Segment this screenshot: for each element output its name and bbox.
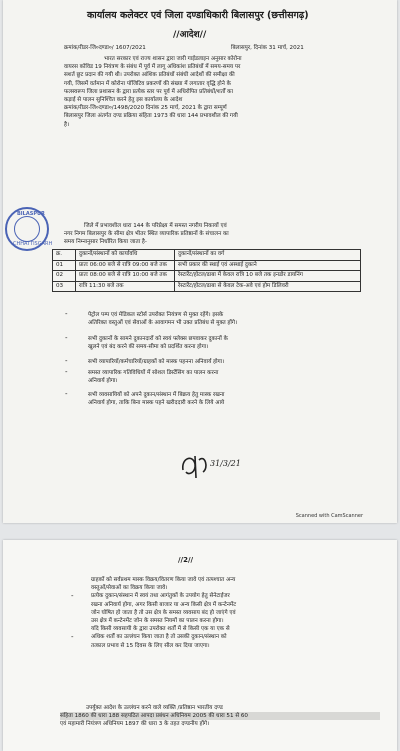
- table-row: [53, 271, 361, 282]
- document-page-2: [3, 540, 397, 751]
- conditions-block: [91, 576, 381, 650]
- condition-line: यदि किसी व्यवसायी के द्वारा उपरोक्त शर्तों में से किसी एक या एक से: [91, 626, 230, 633]
- table-cell: 03: [53, 281, 76, 292]
- bullet-line: पेट्रोल पम्प एवं मेडिकल स्टोर्स उपरोक्त नियंत्रण से मुक्त रहेंगे। इसके: [88, 312, 224, 318]
- intro-line: बिलासपुर जिला अंतर्गत दण्ड प्रक्रिया संहिता 1973 की धारा 144 प्रभावशील की गयी: [64, 113, 238, 120]
- table-header: क्र.: [53, 250, 76, 261]
- table-cell: प्रातः 08:00 बजे से रात्रि 10:00 बजे तक: [76, 271, 175, 282]
- condition-line: ग्राहकों को सर्वप्रथम मास्क विक्रय/वितरण किया जावे एवं तत्पश्चात अन्य: [91, 577, 236, 583]
- table-cell: 02: [53, 271, 76, 282]
- bullet-marker: -: [71, 633, 74, 641]
- page-number: //2//: [178, 556, 194, 564]
- bullet-item: [88, 369, 370, 385]
- table-cell: रेस्टारेंट/होटल/ढाबा से केवल टेक-अवे एवं होम डिलिवरी: [175, 281, 361, 292]
- table-cell: रेस्टारेंट/होटल/ढाबा में केवल रात्रि 10 बजे तक इनडोर डायनिंग: [175, 271, 361, 282]
- table-header: दुकानों/संस्थानों का वर्ग: [175, 250, 361, 261]
- bullet-marker: -: [71, 592, 74, 600]
- intro-line: भारत सरकार एवं राज्य शासन द्वारा जारी गाईडलाइन अनुसार कोरोना: [104, 56, 242, 62]
- intro-line: सशर्त छूट प्रदान की गयी थी। उपरोक्त आंशिक प्रतिबंधों संबंधी आदेशों की समीक्षा की: [64, 72, 235, 79]
- bullet-marker: -: [65, 390, 68, 398]
- official-seal: [5, 207, 53, 251]
- table-header-row: [53, 250, 361, 261]
- bullet-line: सभी व्यवसायियों को अपने दुकान/संस्थान में बिक्रय हेतु मास्क रखना: [88, 392, 225, 398]
- scanner-watermark: Scanned with CamScanner: [295, 513, 363, 519]
- bullet-item: [88, 358, 370, 366]
- condition-line: रखना अनिवार्य होगा, अगर किसी बाजार या अन्य किसी क्षेत्र में कन्टेनमेंट: [91, 601, 237, 608]
- bullet-item: [88, 311, 370, 327]
- bullet-line: सभी दुकानों के सामने दुकानदारों को स्वयं फ्लेक्स छपवाकर दुकानों के: [88, 336, 228, 342]
- condition-line: उस क्षेत्र में कन्टेनमेंट जोन के समस्त नियमों का पालन करना होगा।: [91, 618, 224, 625]
- bullet-line: अतिरिक्त वस्तुओं एवं सेवाओं के आवागमन भी उक्त प्रतिबंध से मुक्त होंगे।: [88, 320, 238, 327]
- intro-line: है।: [64, 121, 70, 128]
- bullet-line: अनिवार्य होगा, ताकि बिना मास्क पहने खरीददारी करने के लिये आये: [88, 400, 225, 407]
- bullet-marker: -: [65, 357, 68, 365]
- closing-line: संहिता 1860 की धारा 188 सहपठित आपदा प्रबंधन अधिनियम 2005 की धारा 51 से 60: [60, 712, 380, 720]
- bullet-item: [88, 335, 370, 351]
- intro-line: क्रमांक/रीडर-जि०दण्डा०/1498/2020 दिनांक 25 मार्च, 2021 के द्वारा सम्पूर्ण: [64, 105, 227, 112]
- bullet-item: [88, 391, 370, 407]
- timing-paragraph: [64, 222, 364, 247]
- signature-date: 31/3/21: [210, 459, 241, 468]
- condition-line: जोन घोषित हो जाता है तो उस क्षेत्र के समस्त व्यवसाय बंद हो जाएंगे एवं: [91, 609, 236, 616]
- timings-table: [52, 249, 361, 292]
- table-cell: प्रातः 06:00 बजे से रात्रि 09:00 बजे तक: [76, 260, 175, 271]
- intro-line: फलस्वरूप जिला प्रशासन के द्वारा प्रत्येक स्तर पर पूर्व में अधिरोपित प्रतिबंधों/शर्तों का: [64, 88, 233, 95]
- table-row: [53, 260, 361, 271]
- intro-paragraph: [64, 55, 364, 129]
- office-header: कार्यालय कलेक्टर एवं जिला दण्डाधिकारी बिलासपुर (छत्तीसगढ़): [87, 10, 309, 21]
- bullet-marker: -: [65, 310, 68, 318]
- closing-paragraph: [60, 704, 380, 729]
- timing-line: नगर निगम बिलासपुर के सीमा क्षेत्र भीतर स्थित व्यापारिक प्रतिष्ठानों के संचालन का: [64, 231, 229, 238]
- timing-line: जिले में प्रभावशील धारा 144 के परिप्रेक्ष्य में समस्त नगरीय निकायों एवं: [84, 223, 227, 229]
- bullet-line: अनिवार्य होगा।: [88, 378, 118, 385]
- bullet-line: खुलने एवं बंद करने की समय-सीमा को प्रदर्शित करना होगा।: [88, 344, 209, 351]
- bullet-marker: -: [65, 334, 68, 342]
- table-cell: सभी प्रकार की स्थाई एवं अस्थाई दुकाने: [175, 260, 361, 271]
- seal-text-top: BILASPUR: [17, 211, 45, 217]
- bullet-line: समस्त व्यापारिक गतिविधियों में सोशल डिस्टेंसिंग का पालन करना: [88, 370, 219, 376]
- table-row: [53, 281, 361, 292]
- condition-line: तत्काल प्रभाव से 15 दिवस के लिए सील कर दिया जाएगा।: [91, 642, 210, 649]
- closing-line: एवं महामारी नियंत्रण अधिनियम 1897 की धारा 3 के तहत दण्डनीय होंगे।: [60, 721, 210, 728]
- table-header: दुकानों/संस्थानों को कार्यावधि: [76, 250, 175, 261]
- document-page-1: [3, 0, 397, 523]
- condition-line: वस्तुओं/सेवाओं का विक्रय किया जावे।: [91, 585, 168, 592]
- intro-line: वायरस कोविड 19 नियंत्रण के संबंध में पूर्व में लागू अधिकांश प्रतिबंधों में समय-समय पर: [64, 64, 241, 71]
- seal-text-bottom: CHHATTISGARH: [13, 241, 53, 247]
- order-date: बिलासपुर, दिनांक 31 मार्च, 2021: [231, 45, 304, 51]
- bullet-line: सभी व्यापारियों/कर्मचारियों/ग्राहकों को मास्क पहनना अनिवार्य होगा।: [88, 359, 225, 365]
- intro-line: कड़ाई से पालन सुनिश्चित करने हेतु इस कार्यालय के आदेश: [64, 97, 183, 104]
- intro-line: गयी, जिसमें वर्तमान में कोरोना पॉजिटिव प्रकरणों की संख्या में लगातार वृद्धि होने के: [64, 80, 231, 87]
- table-cell: 01: [53, 260, 76, 271]
- table-cell: रात्रि 11:30 बजे तक: [76, 281, 175, 292]
- order-number: क्रमांक/रीडर-जि०दण्डा०/ 1607/2021: [64, 45, 146, 51]
- order-heading: //आदेश//: [173, 30, 207, 40]
- timing-line: समय निम्नानुसार निर्धारित किया जाता है-: [64, 239, 147, 246]
- condition-line: प्रत्येक दुकान/संस्थान में स्वयं तथा आगंतुकों के उपयोग हेतु सेनेटाईजर: [91, 593, 230, 600]
- condition-line: अधिक शर्तों का उल्लंघन किया जाता है तो उसकी दुकान/संस्थान को: [91, 634, 227, 641]
- closing-line: उपर्युक्त आदेश के उल्लंघन करने वाले व्यक्ति /प्रतिष्ठान भारतीय दण्ड: [86, 705, 223, 711]
- seal-inner-ring: [14, 216, 40, 242]
- bullet-marker: -: [65, 368, 68, 376]
